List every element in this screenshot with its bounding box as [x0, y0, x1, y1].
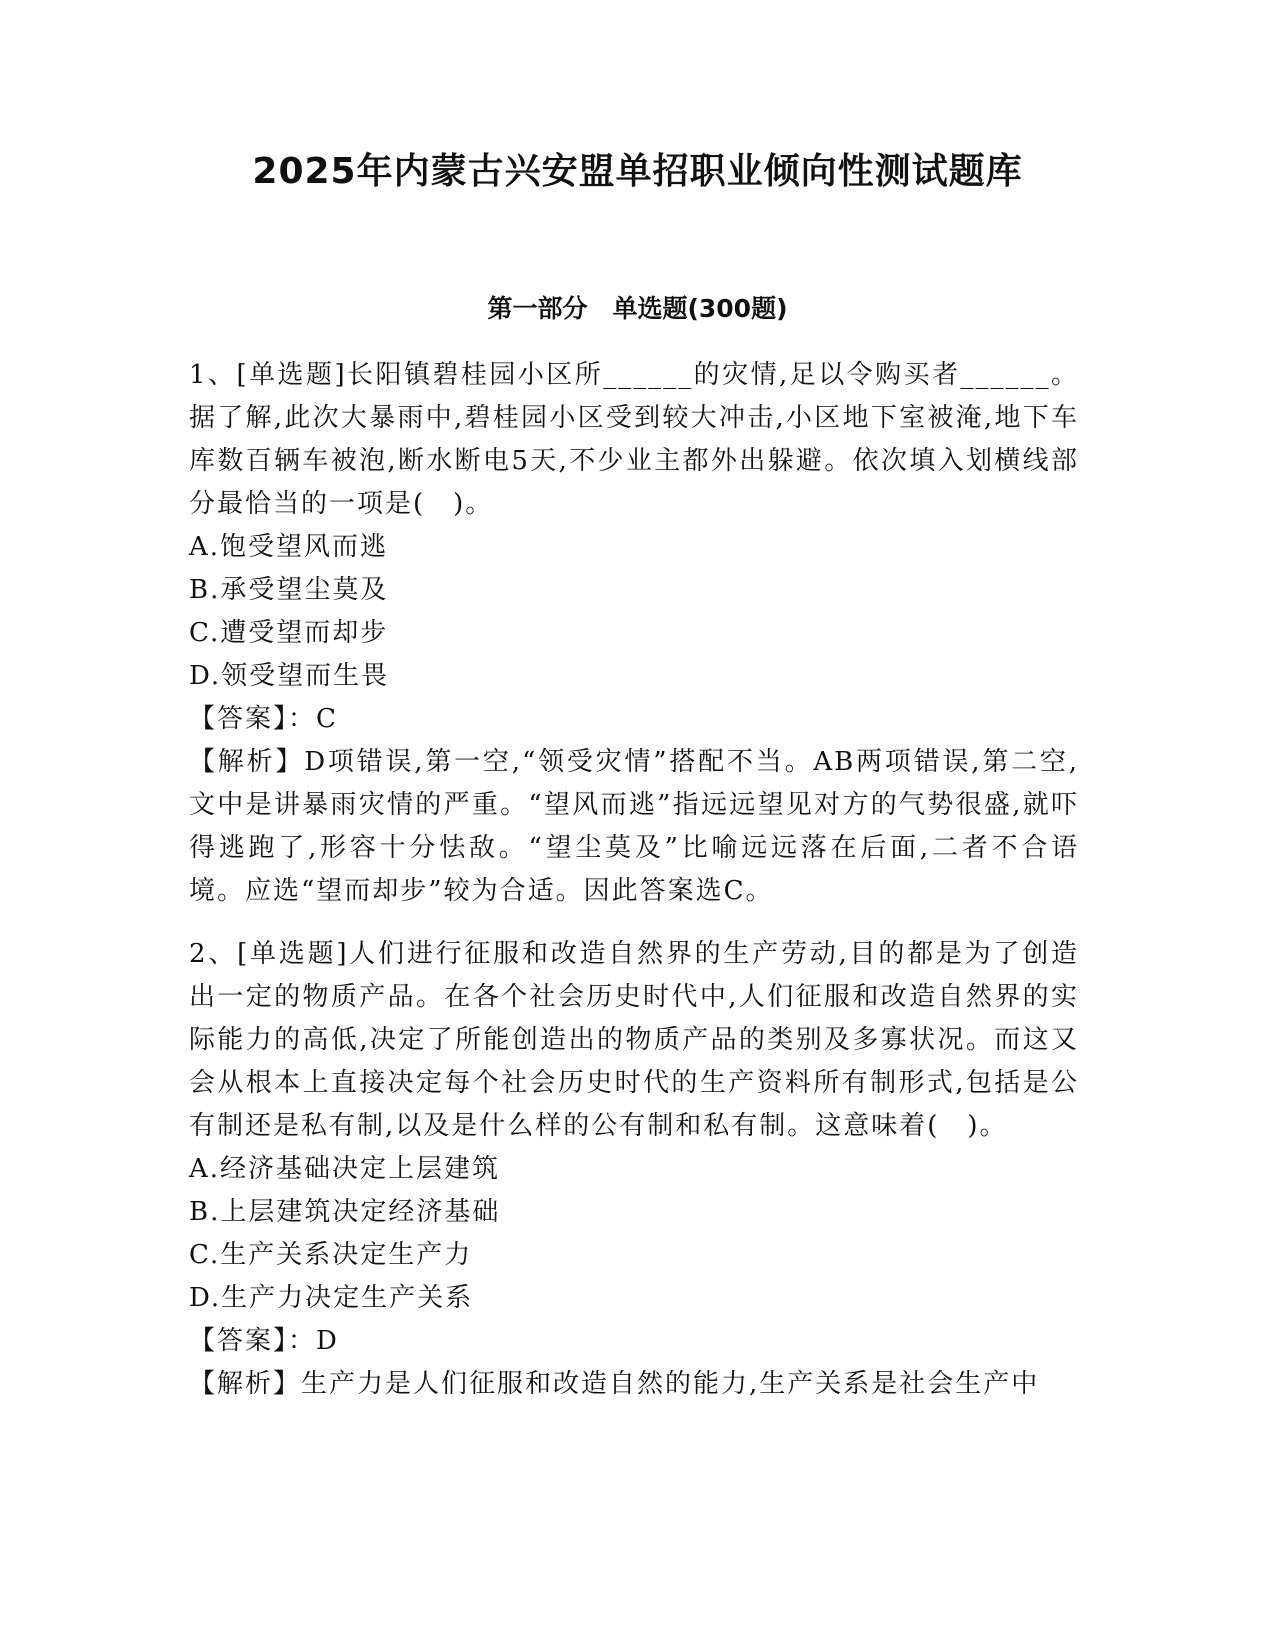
answer-line: 【答案】：D [189, 1326, 339, 1356]
document-body [189, 354, 1079, 1426]
option-a: A.经济基础决定上层建筑 [189, 1154, 501, 1184]
question-stem: 2、[单选题]人们进行征服和改造自然界的生产劳动,目的都是为了创造出一定的物质产品。在各个社会历史时代中,人们征服和改造自然界的实际能力的高低,决定了所能创造出的物质产品的类别及多寡状况。而这又会从根本上直接决定每个社会历史时代的生产资料所有制形式,包括是公有制还是私有制,以及是什么样的公有制和私有制。这意味着( )。 [189, 939, 1079, 1141]
analysis-paragraph: 【解析】D项错误,第一空,“领受灾情”搭配不当。AB两项错误,第二空,文中是讲暴雨灾情的严重。“望风而逃”指远远望见对方的气势很盛,就吓得逃跑了,形容十分怯敌。“望尘莫及”比喻远远落在后面,二者不合语境。应选“望而却步”较为合适。因此答案选C。 [189, 747, 1079, 906]
section-title: 第一部分 单选题(300题) [487, 294, 788, 323]
option-d: D.领受望而生畏 [189, 661, 390, 691]
option-a: A.饱受望风而逃 [189, 532, 389, 562]
option-b: B.承受望尘莫及 [189, 575, 389, 605]
option-d: D.生产力决定生产关系 [189, 1283, 474, 1313]
question-1 [189, 354, 1079, 913]
option-b: B.上层建筑决定经济基础 [189, 1197, 501, 1227]
analysis-paragraph: 【解析】生产力是人们征服和改造自然的能力,生产关系是社会生产中 [189, 1369, 1040, 1399]
question-2 [189, 933, 1079, 1406]
option-c: C.生产关系决定生产力 [189, 1240, 473, 1270]
answer-line: 【答案】：C [189, 704, 338, 734]
option-c: C.遭受望而却步 [189, 618, 389, 648]
question-stem: 1、[单选题]长阳镇碧桂园小区所______的灾情,足以令购买者______。据了解,此次大暴雨中,碧桂园小区受到较大冲击,小区地下室被淹,地下车库数百辆车被泡,断水断电5天,不少业主都外出躲避。依次填入划横线部分最恰当的一项是( )。 [189, 360, 1079, 519]
document-title: 2025年内蒙古兴安盟单招职业倾向性测试题库 [252, 151, 1023, 192]
